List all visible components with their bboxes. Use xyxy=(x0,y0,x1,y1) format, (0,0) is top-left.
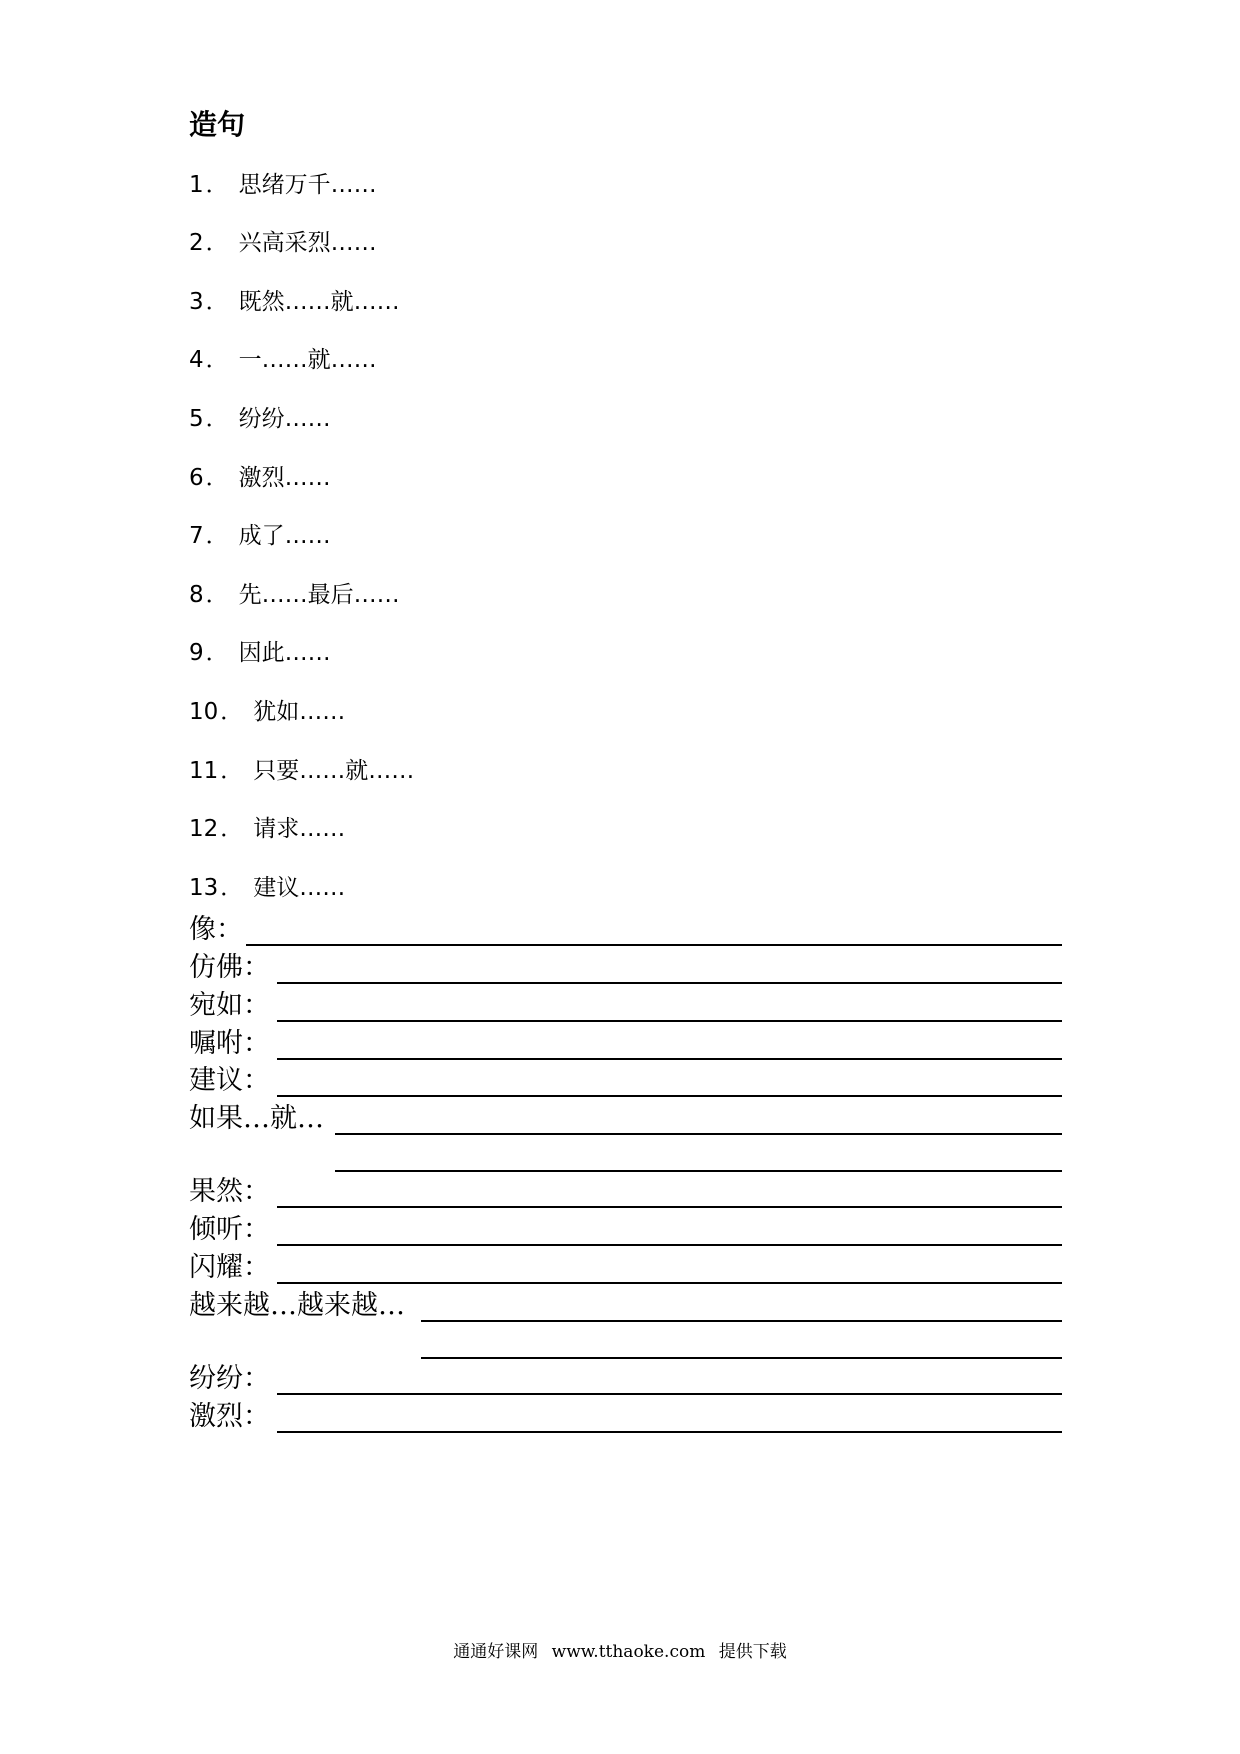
footer-url: www.tthaoke.com xyxy=(551,1642,706,1662)
answer-line xyxy=(277,1282,1062,1284)
prompt-separator: ． xyxy=(205,582,229,608)
prompt-item xyxy=(189,403,331,435)
fill-in-label: 建议： xyxy=(189,1065,270,1096)
answer-line xyxy=(277,982,1062,984)
fill-in-label: 嘱咐： xyxy=(189,1028,270,1059)
prompt-number: 13 xyxy=(189,875,219,901)
prompt-text: 既然……就…… xyxy=(238,289,400,315)
prompt-text: 请求…… xyxy=(253,816,346,842)
answer-line xyxy=(335,1170,1062,1172)
footer xyxy=(0,1640,1240,1664)
prompt-item xyxy=(189,755,414,787)
answer-line xyxy=(246,944,1062,946)
prompt-number: 9 xyxy=(189,640,204,666)
prompt-item xyxy=(189,637,331,669)
prompt-item xyxy=(189,872,345,904)
prompt-number: 11 xyxy=(189,758,219,784)
prompt-separator: ． xyxy=(205,347,229,373)
prompt-text: 思绪万千…… xyxy=(238,172,377,198)
footer-site-name: 通通好课网 xyxy=(453,1642,539,1662)
prompt-item xyxy=(189,462,331,494)
answer-line xyxy=(277,1095,1062,1097)
prompt-number: 1 xyxy=(189,172,204,198)
answer-line xyxy=(277,1431,1062,1433)
prompt-text: 只要……就…… xyxy=(253,758,415,784)
prompt-item xyxy=(189,579,400,611)
prompt-item xyxy=(189,696,345,728)
prompt-text: 一……就…… xyxy=(238,347,377,373)
fill-in-label: 如果…就… xyxy=(189,1103,324,1134)
fill-in-label: 纷纷： xyxy=(189,1363,270,1394)
prompt-item xyxy=(189,520,331,552)
fill-in-label: 像： xyxy=(189,914,243,945)
prompt-number: 6 xyxy=(189,465,204,491)
fill-in-label: 闪耀： xyxy=(189,1252,270,1283)
prompt-number: 2 xyxy=(189,230,204,256)
prompt-separator: ． xyxy=(205,465,229,491)
fill-in-label: 激烈： xyxy=(189,1401,270,1432)
prompt-separator: ． xyxy=(220,875,244,901)
prompt-item xyxy=(189,344,377,376)
prompt-separator: ． xyxy=(205,289,229,315)
page-title: 造句 xyxy=(189,108,246,141)
answer-line xyxy=(421,1320,1062,1322)
answer-line xyxy=(277,1206,1062,1208)
prompt-separator: ． xyxy=(220,699,244,725)
prompt-number: 8 xyxy=(189,582,204,608)
prompt-text: 先……最后…… xyxy=(238,582,400,608)
prompt-number: 10 xyxy=(189,699,219,725)
prompt-number: 5 xyxy=(189,406,204,432)
prompt-separator: ． xyxy=(205,172,229,198)
answer-line xyxy=(277,1020,1062,1022)
prompt-separator: ． xyxy=(205,640,229,666)
answer-line xyxy=(277,1058,1062,1060)
answer-line xyxy=(335,1133,1062,1135)
footer-suffix: 提供下载 xyxy=(718,1642,787,1662)
prompt-text: 犹如…… xyxy=(253,699,346,725)
prompt-separator: ． xyxy=(205,230,229,256)
answer-line xyxy=(277,1393,1062,1395)
answer-line xyxy=(421,1357,1062,1359)
prompt-number: 3 xyxy=(189,289,204,315)
fill-in-label: 仿佛： xyxy=(189,952,270,983)
prompt-text: 建议…… xyxy=(253,875,346,901)
prompt-separator: ． xyxy=(205,523,229,549)
prompt-text: 成了…… xyxy=(238,523,331,549)
answer-line xyxy=(277,1244,1062,1246)
prompt-number: 12 xyxy=(189,816,219,842)
fill-in-label: 宛如： xyxy=(189,990,270,1021)
prompt-text: 纷纷…… xyxy=(238,406,331,432)
fill-in-label: 倾听： xyxy=(189,1214,270,1245)
prompt-text: 激烈…… xyxy=(238,465,331,491)
prompt-item xyxy=(189,227,377,259)
prompt-separator: ． xyxy=(205,406,229,432)
prompt-item xyxy=(189,813,345,845)
prompt-number: 4 xyxy=(189,347,204,373)
prompt-text: 兴高采烈…… xyxy=(238,230,377,256)
prompt-item xyxy=(189,286,400,318)
fill-in-label: 果然： xyxy=(189,1176,270,1207)
prompt-number: 7 xyxy=(189,523,204,549)
prompt-text: 因此…… xyxy=(238,640,331,666)
prompt-separator: ． xyxy=(220,816,244,842)
fill-in-label: 越来越…越来越… xyxy=(189,1290,405,1321)
prompt-item xyxy=(189,169,377,201)
prompt-separator: ． xyxy=(220,758,244,784)
